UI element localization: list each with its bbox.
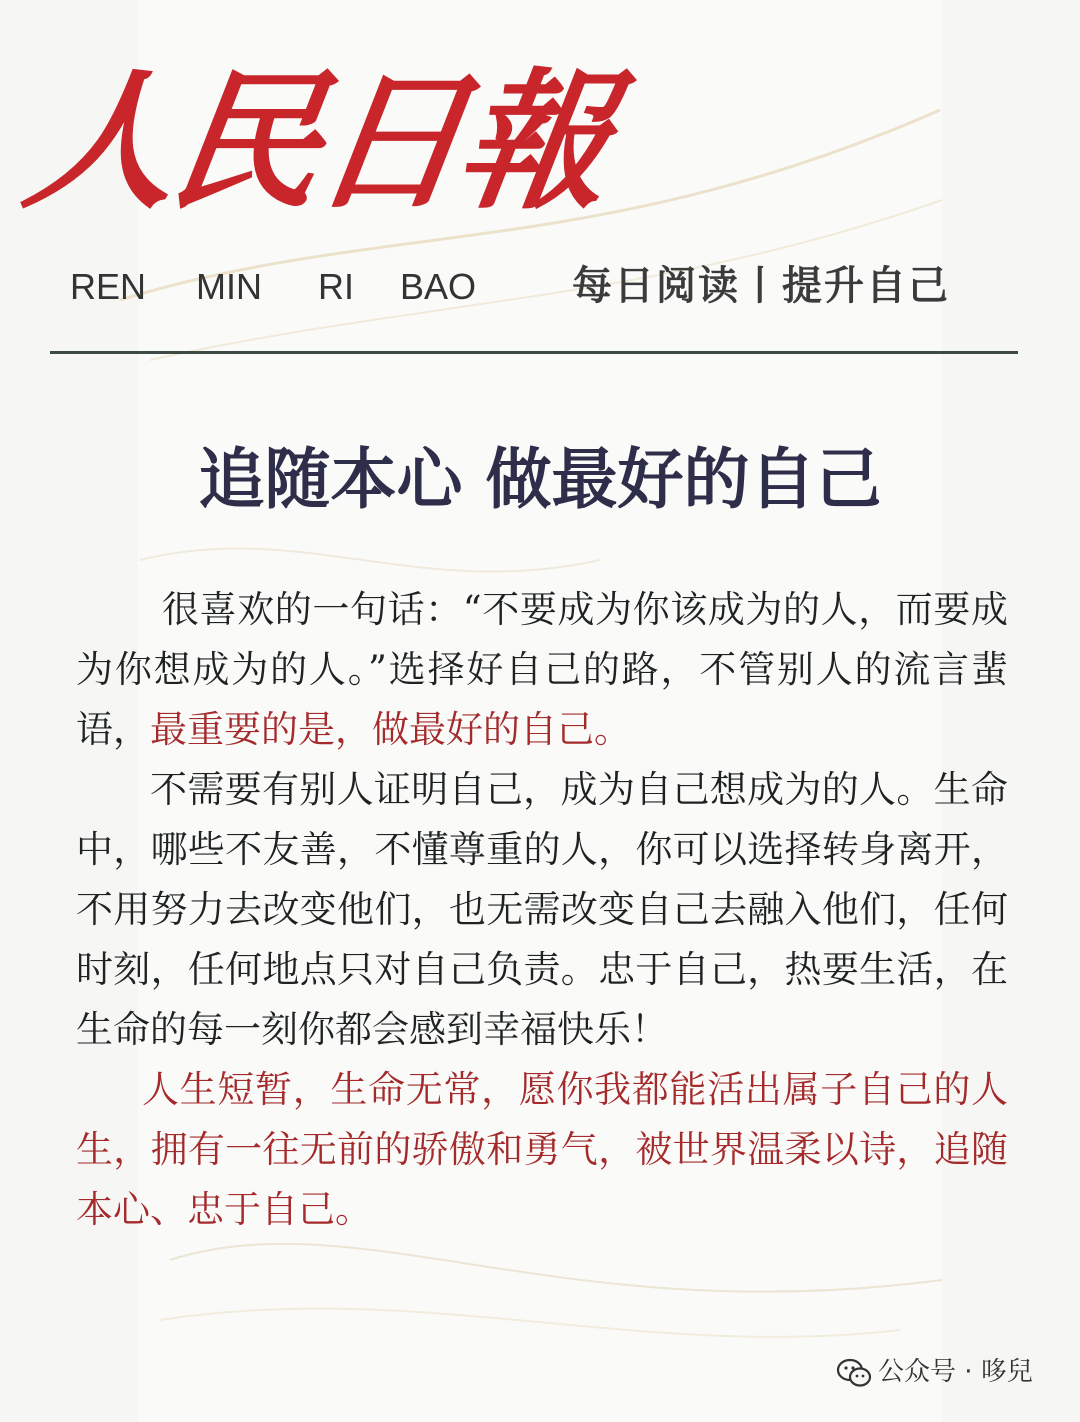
paragraph-1-text: 很喜欢的一句话：“不要成为你该成为的人，而要成为你想成为的人。”选择好自己的路，不管别人的流言蜚语， <box>76 588 1008 751</box>
slogan: 每日阅读丨提升自己 <box>572 263 950 309</box>
pinyin-ren: REN <box>70 266 147 307</box>
pinyin-ri: RI <box>318 266 354 307</box>
article-title: 追随本心 做最好的自己 <box>198 441 882 518</box>
pinyin-bao: BAO <box>400 266 477 307</box>
header-divider <box>50 351 1018 354</box>
pinyin-min: MIN <box>196 266 262 307</box>
paragraph-1-highlight: 最重要的是，做最好的自己。 <box>150 708 631 751</box>
paragraph-2: 不需要有别人证明自己，成为自己想成为的人。生命中，哪些不友善，不懂尊重的人，你可以选择转身离开，不用努力去改变他们，也无需改变自己去融入他们，任何时刻，任何地点只对自己负责。忠于自己，热要生活，在生命的每一刻你都会感到幸福快乐！ <box>76 768 1008 1051</box>
wechat-icon <box>836 1358 872 1388</box>
paragraph-1 <box>76 580 1008 760</box>
paragraph-3: 人生短暂，生命无常，愿你我都能活出属子自己的人生，拥有一往无前的骄傲和勇气，被世界温柔以诗，追随本心、忠于自己。 <box>76 1068 1008 1231</box>
account-label: 公众号 · 哆兒 <box>878 1357 1033 1387</box>
newspaper-logo: 人民日報 <box>15 54 617 230</box>
